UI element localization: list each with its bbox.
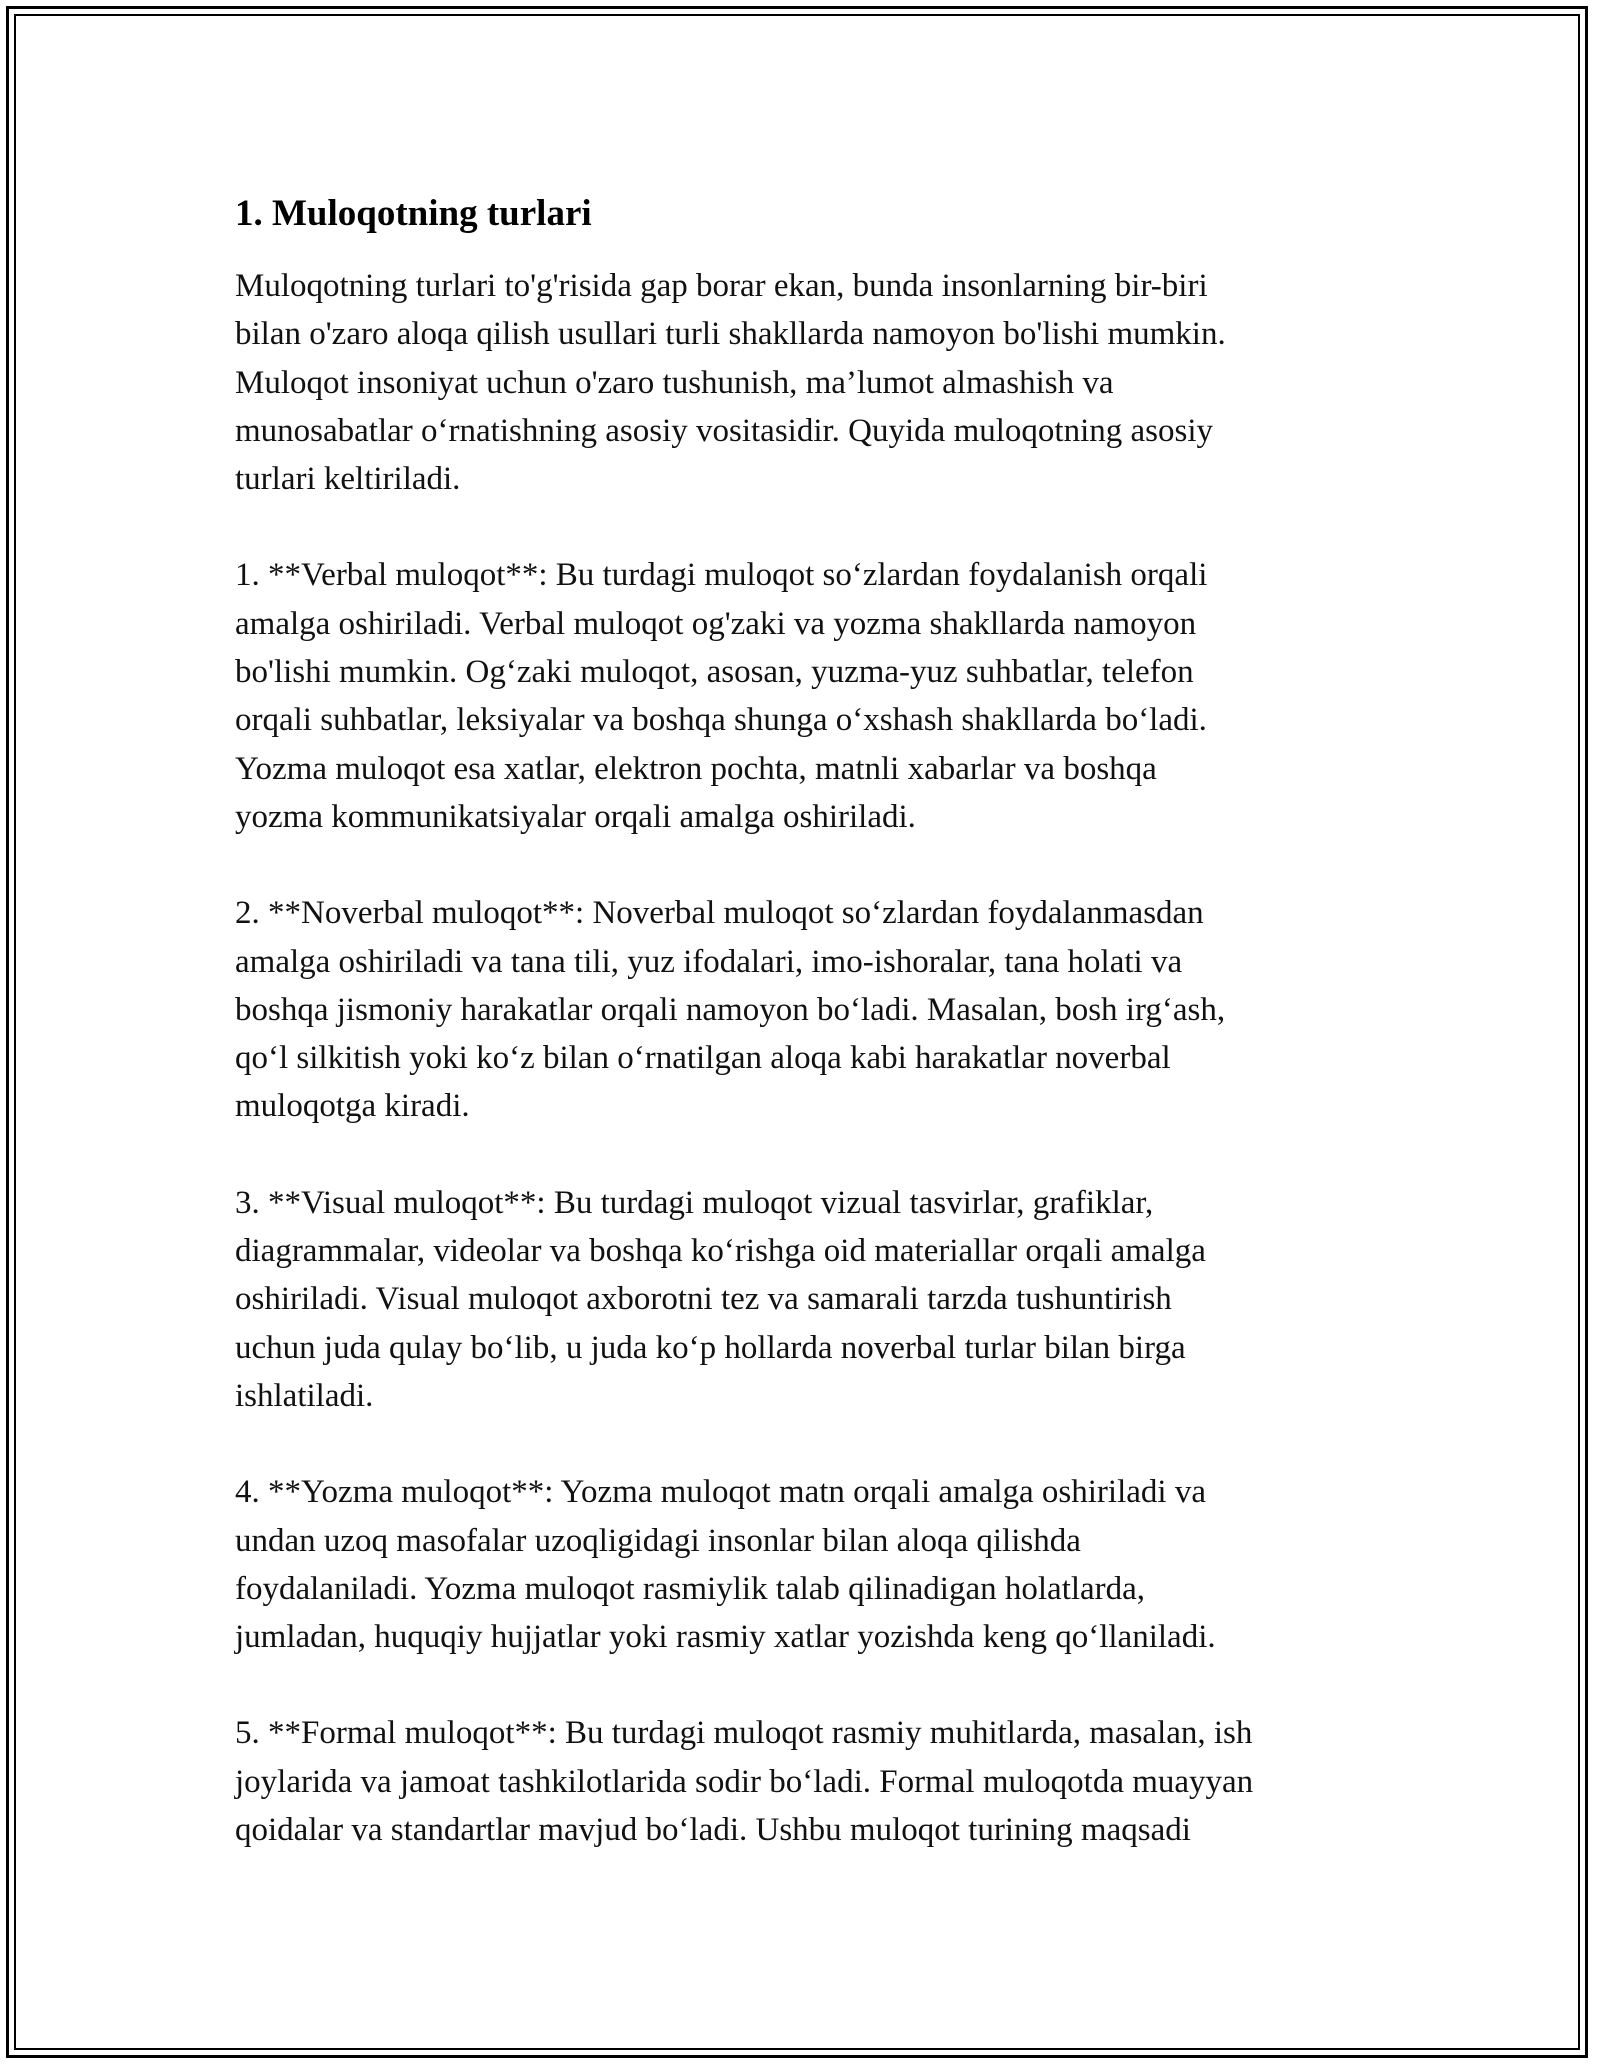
visual-paragraph: 3. **Visual muloqot**: Bu turdagi muloqot vizual tasvirlar, grafiklar, diagrammalar, videolar va boshqa ko‘rishga oid materiallar orqali amalga oshiriladi. Visual muloqot axborotni tez va samarali tarzda tushuntirish uchun juda qulay bo‘lib, u juda ko‘p hollarda noverbal turlar bilan birga ishlatiladi. [235,1184,1206,1414]
section-heading: 1. Muloqotning turlari [235,193,592,234]
document-body [235,186,1375,1902]
intro-paragraph: Muloqotning turlari to'g'risida gap borar ekan, bunda insonlarning bir-biri bilan o'zaro aloqa qilish usullari turli shakllarda namoyon bo'lishi mumkin. Muloqot insoniyat uchun o'zaro tushunish, ma’lumot almashish va munosabatlar o‘rnatishning asosiy vositasidir. Quyida muloqotning asosiy turlari keltiriladi. [235,268,1226,498]
nonverbal-paragraph: 2. **Noverbal muloqot**: Noverbal muloqot so‘zlardan foydalanmasdan amalga oshiriladi va tana tili, yuz ifodalari, imo-ishoralar, tana holati va boshqa jismoniy harakatlar orqali namoyon bo‘ladi. Masalan, bosh irg‘ash, qo‘l silkitish yoki ko‘z bilan o‘rnatilgan aloqa kabi harakatlar noverbal muloqotga kiradi. [235,895,1226,1125]
formal-paragraph: 5. **Formal muloqot**: Bu turdagi muloqot rasmiy muhitlarda, masalan, ish joylarida va jamoat tashkilotlarida sodir bo‘ladi. Formal muloqotda muayyan qoidalar va standartlar mavjud bo‘ladi. Ushbu muloqot turining maqsadi [235,1715,1254,1849]
verbal-paragraph: 1. **Verbal muloqot**: Bu turdagi muloqot so‘zlardan foydalanish orqali amalga oshiriladi. Verbal muloqot og'zaki va yozma shakllarda namoyon bo'lishi mumkin. Og‘zaki muloqot, asosan, yuzma-yuz suhbatlar, telefon orqali suhbatlar, leksiyalar va boshqa shunga o‘xshash shakllarda bo‘ladi. Yozma muloqot esa xatlar, elektron pochta, matnli xabarlar va boshqa yozma kommunikatsiyalar orqali amalga oshiriladi. [235,557,1208,835]
written-paragraph: 4. **Yozma muloqot**: Yozma muloqot matn orqali amalga oshiriladi va undan uzoq masofalar uzoqligidagi insonlar bilan aloqa qilishda foydalaniladi. Yozma muloqot rasmiylik talab qilinadigan holatlarda, jumladan, huquqiy hujjatlar yoki rasmiy xatlar yozishda keng qo‘llaniladi. [235,1474,1216,1656]
